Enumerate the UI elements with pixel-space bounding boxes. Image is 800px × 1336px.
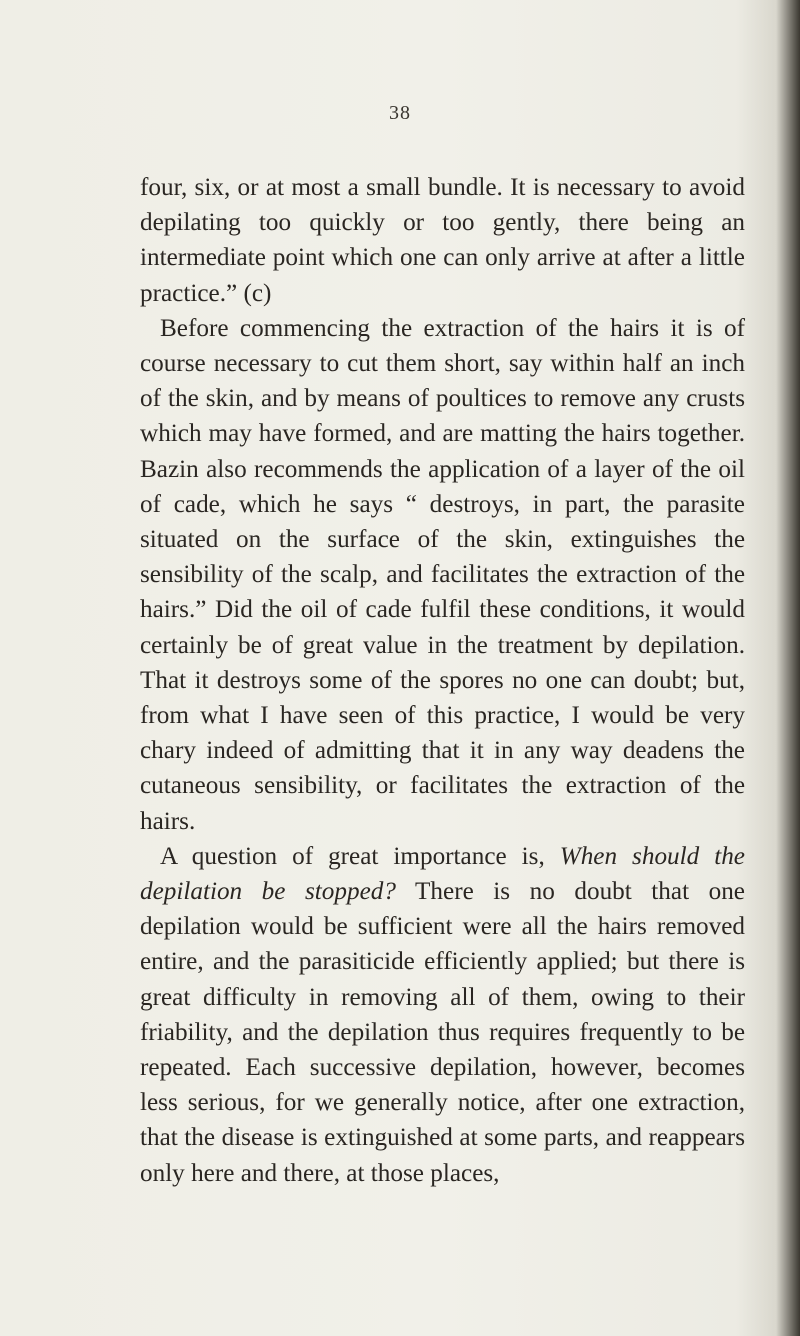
paragraph-3-lead: A question of great importance is, xyxy=(160,842,560,870)
paragraph-3-text: There is no doubt that one depilation would be sufficient were all the hairs removed entire, and the parasiticide efficiently applied; but there is great difficulty in removing all of them, owing to their friability, and the depilation thus requires frequently to be repeated. Each successive depilation, however, becomes less serious, for we generally notice, after one extraction, that the disease is extinguished at some parts, and reappears only here and there, at those places, xyxy=(140,878,745,1187)
paragraph-3-italic-question: When should the depilation be stopped? xyxy=(140,842,745,906)
paragraph-1: four, six, or at most a small bundle. It is necessary to avoid depilating too quickly or too gently, there being an intermediate point which one can only arrive at after a little practice.” (c) xyxy=(140,174,745,307)
page-number: 38 xyxy=(389,102,411,124)
paragraph-3 xyxy=(140,839,745,1191)
body-text xyxy=(140,170,745,1191)
paragraph-2: Before commencing the extraction of the hairs it is of course necessary to cut them short, say within half an inch of the skin, and by means of poultices to remove any crusts which may have formed, and are matting the hairs together. Bazin also recommends the application of a layer of the oil of cade, which he says “ destroys, in part, the parasite situated on the surface of the skin, extinguishes the sensibility of the scalp, and facilitates the extraction of the hairs.” Did the oil of cade fulfil these conditions, it would certainly be of great value in the treatment by depilation. That it destroys some of the spores no one can doubt; but, from what I have seen of this practice, I would be very chary indeed of admitting that it in any way deadens the cutaneous sensibility, or facilitates the extraction of the hairs. xyxy=(140,314,745,835)
